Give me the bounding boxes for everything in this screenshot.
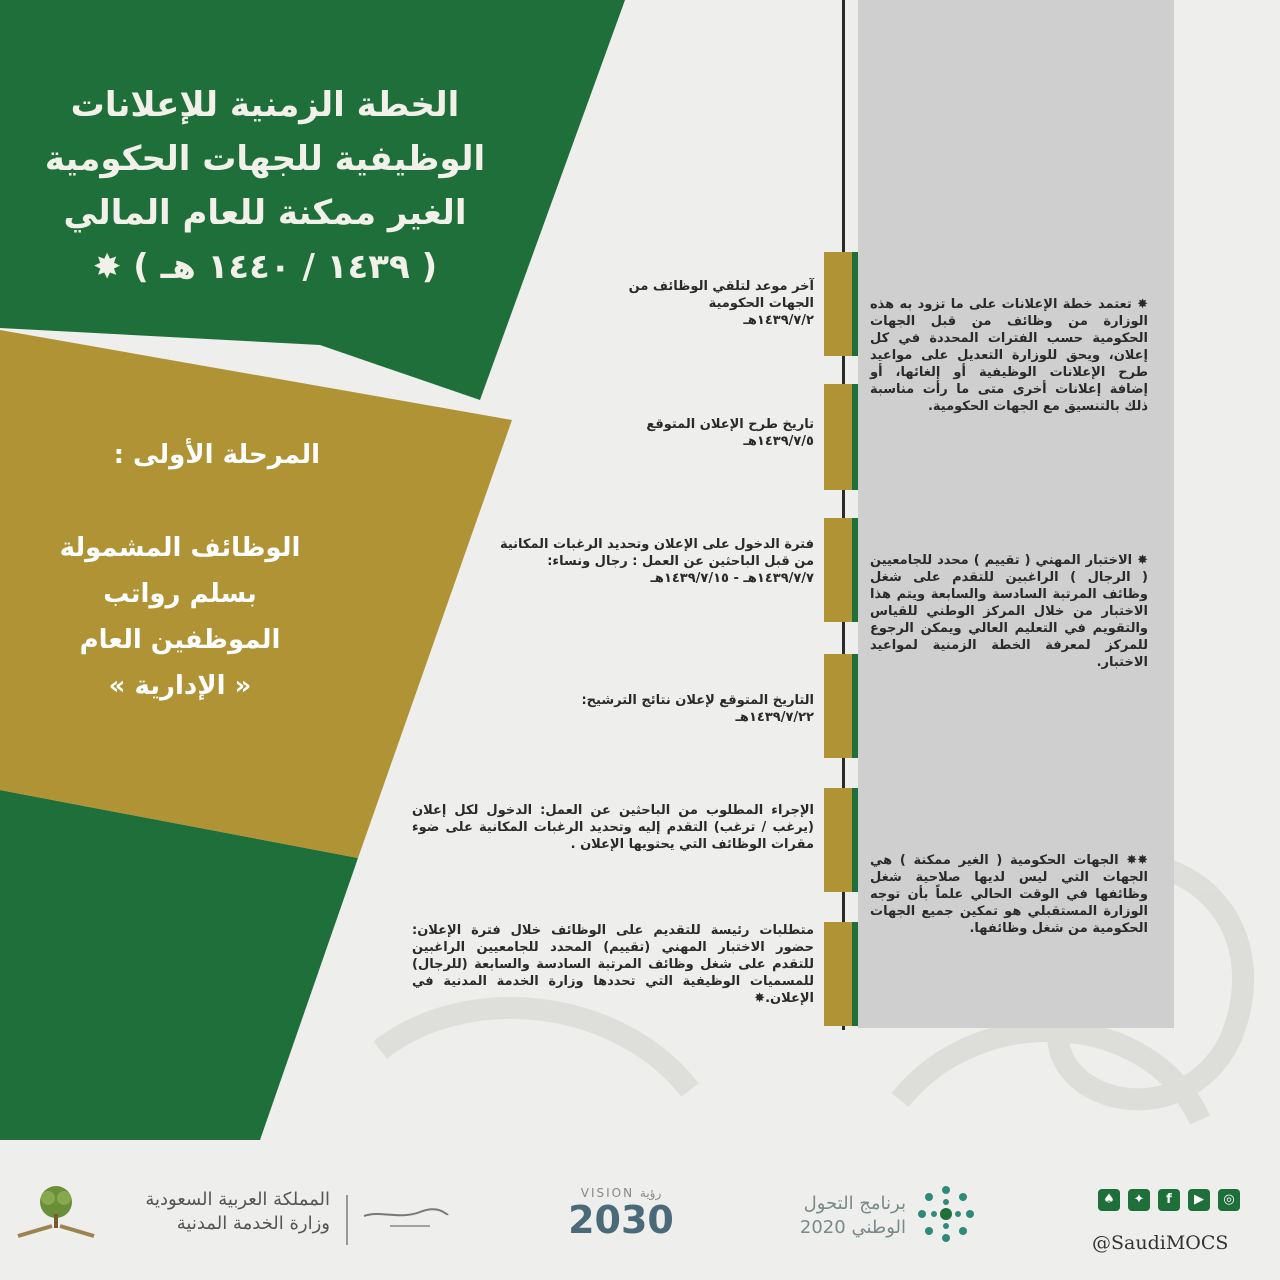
timeline-item [480,536,814,587]
jobs-line-2: بسلم رواتب [103,579,257,609]
facebook-icon[interactable]: f [1158,1189,1180,1211]
timeline-segment [824,518,858,622]
timeline-item-date: ١٤٣٩/٧/٥هـ [743,434,814,449]
vision-ar: رؤية [639,1186,662,1200]
plan-title [30,78,500,294]
ntp-logo-icon [914,1182,978,1246]
timeline-segment [824,788,858,892]
title-line-2: الوظيفية للجهات الحكومية [44,139,486,179]
timeline-item-text: فترة الدخول على الإعلان وتحديد الرغبات المكانية من قبل الباحثين عن العمل : رجال ونساء: [499,537,814,569]
note-non-enabled-entities: ✸✸ الجهات الحكومية ( الغير ممكنة ) هي الجهات التي ليس لديها صلاحية شغل وظائفها في الوقت الحالي علماً بأن توجه الوزارة المستقبلي هو تمكين جميع الجهات الحكومية من شغل وظائفها. [870,853,1148,936]
ministry-line-2: وزارة الخدمة المدنية [176,1213,330,1234]
jobs-line-4: « الإدارية » [108,671,252,701]
timeline-item [520,692,814,726]
jobs-line-3: الموظفين العام [79,625,281,655]
footer-divider [346,1195,348,1245]
timeline-segment [824,922,858,1026]
timeline-item [412,802,814,853]
timeline-item-date: ١٤٣٩/٧/٧هـ - ١٤٣٩/٧/١٥هـ [650,571,814,586]
vision-en: VISION [580,1186,635,1200]
ministry-line-1: المملكة العربية السعودية [145,1189,330,1210]
timeline-item-text: متطلبات رئيسة للتقديم على الوظائف خلال فترة الإعلان: حضور الاختبار المهني (تقييم) المحدد للجامعيين الراغبين للتقدم على شغل وظائف المرتبة السادسة والسابعة (للرجال) للمسميات الوظيفية التي تحددها وزارة الخدمة المدنية في الإعلان.✸ [412,923,814,1006]
note-professional-test: ✸ الاختبار المهني ( تقييم ) محدد للجامعيين ( الرجال ) الراغبين للتقدم على شغل وظائف المرتبة السادسة والسابعة ويتم هذا الاختبار من خلال المركز الوطني للقياس والتقويم في التعليم العالي ويمكن الرجوع للمركز لمعرفة الخطة الزمنية لمواعيد الاختبار. [870,553,1148,670]
timeline-item-text: التاريخ المتوقع لإعلان نتائج الترشيح: [581,693,814,708]
timeline-item [412,922,814,1007]
timeline-item-text: تاريخ طرح الإعلان المتوقع [646,417,814,432]
timeline-item-date: ١٤٣٩/٧/٢هـ [743,313,814,328]
covered-jobs [40,525,320,709]
timeline-item [600,278,814,329]
ministry-name [110,1188,330,1236]
vision-year: 2030 [568,1198,674,1242]
instagram-icon[interactable]: ◎ [1218,1189,1240,1211]
title-line-3: الغير ممكنة للعام المالي [63,193,467,233]
ntp-name [780,1192,906,1240]
ntp-line-2: الوطني 2020 [799,1217,906,1238]
note-plan-basis: ✸ تعتمد خطة الإعلانات على ما تزود به هذه الوزارة من وظائف من قبل الجهات الحكومية حسب الفترات المحددة في كل إعلان، ويحق للوزارة التعديل على مواعيد طرح الإعلانات الوظيفية أو إلغائها، أو إضافة إعلانات أخرى متى ما رأت مناسبة ذلك بالتنسيق مع الجهات الحكومية. [870,297,1148,414]
ntp-line-1: برنامج التحول [803,1193,906,1214]
vision-2030-logo [566,1186,676,1240]
timeline-item-text: الإجراء المطلوب من الباحثين عن العمل: الدخول لكل إعلان (يرغب / ترغب) التقدم إليه وتحديد الرغبات المكانية على ضوء مقرات الوظائف التي يحتويها الإعلان . [412,803,814,852]
timeline-item-text: آخر موعد لتلقي الوظائف من الجهات الحكومية [628,279,814,311]
phase-label: المرحلة الأولى : [113,440,320,470]
title-line-4: ( ١٤٣٩ / ١٤٤٠ هـ ) ✸ [92,247,438,287]
twitter-icon[interactable]: ✦ [1128,1189,1150,1211]
youtube-icon[interactable]: ▶ [1188,1189,1210,1211]
ministry-logo-icon [12,1180,100,1244]
timeline-segment [824,384,858,490]
snapchat-icon[interactable]: ♠ [1098,1189,1120,1211]
timeline-segment [824,654,858,758]
title-line-1: الخطة الزمنية للإعلانات [70,85,460,125]
timeline-item [600,416,814,450]
minister-signature-icon [360,1200,452,1234]
social-handle[interactable]: @SaudiMOCS [1092,1232,1229,1254]
timeline-segment [824,252,858,356]
jobs-line-1: الوظائف المشمولة [59,533,301,563]
timeline-item-date: ١٤٣٩/٧/٢٢هـ [735,710,814,725]
